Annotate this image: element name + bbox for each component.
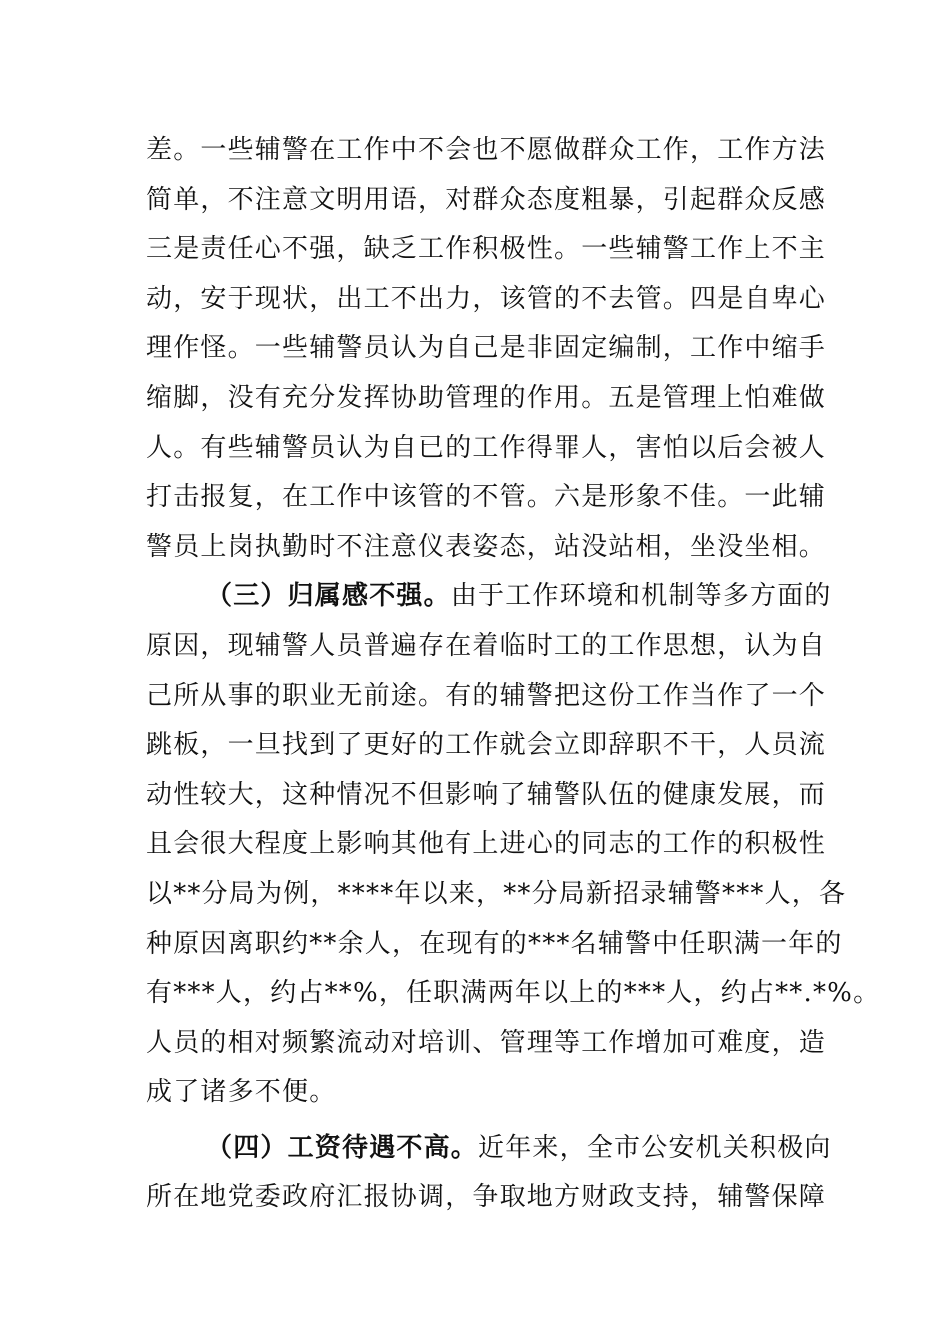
text-line: 且会很大程度上影响其他有上进心的同志的工作的积极性	[146, 829, 827, 860]
text-line: 理作怪。一些辅警员认为自己是非固定编制，工作中缩手	[146, 333, 827, 364]
text-line: 动性较大，这种情况不但影响了辅警队伍的健康发展，而	[146, 779, 827, 810]
text-line: 简单，不注意文明用语，对群众态度粗暴，引起群众反感	[146, 184, 827, 215]
text-line: 动，安于现状，出工不出力，该管的不去管。四是自卑心	[146, 283, 827, 314]
section-3-heading: （三）归属感不强。	[206, 581, 451, 612]
text-line: 种原因离职约**余人，在现有的***名辅警中任职满一年的	[146, 928, 843, 959]
text-line: 跳板，一旦找到了更好的工作就会立即辞职不干，人员流	[146, 730, 827, 761]
text-line: 己所从事的职业无前途。有的辅警把这份工作当作了一个	[146, 680, 827, 711]
text-line: 差。一些辅警在工作中不会也不愿做群众工作，工作方法	[146, 135, 827, 165]
text-line: 缩脚，没有充分发挥协助管理的作用。五是管理上怕难做	[146, 382, 827, 413]
text-line: 成了诸多不便。	[146, 1077, 337, 1108]
text-line: 打击报复，在工作中该管的不管。六是形象不佳。一此辅	[146, 482, 827, 513]
section-4-heading: （四）工资待遇不高。	[206, 1132, 479, 1163]
text-line: 有***人，约占**%，任职满两年以上的***人，约占**.*%。	[146, 978, 881, 1009]
section-4-lead: 近年来，全市公安机关积极向	[478, 1132, 832, 1163]
text-line: 原因，现辅警人员普遍存在着临时工的工作思想，认为自	[146, 630, 827, 661]
text-line: 人。有些辅警员认为自已的工作得罪人，害怕以后会被人	[146, 432, 827, 463]
text-line: 警员上岗执勤时不注意仪表姿态，站没站相，坐没坐相。	[146, 531, 827, 562]
text-line: 所在地党委政府汇报协调，争取地方财政支持，辅警保障	[146, 1182, 827, 1213]
text-line: 三是责任心不强，缺乏工作积极性。一些辅警工作上不主	[146, 234, 827, 265]
section-3-first-line	[146, 572, 832, 622]
section-4-first-line	[146, 1124, 832, 1174]
text-line: 以**分局为例，****年以来，**分局新招录辅警***人，各	[146, 878, 847, 909]
section-3-lead: 由于工作环境和机制等多方面的	[450, 581, 832, 612]
body-text	[146, 126, 881, 1223]
text-line: 人员的相对频繁流动对培训、管理等工作增加可难度，造	[146, 1027, 827, 1058]
